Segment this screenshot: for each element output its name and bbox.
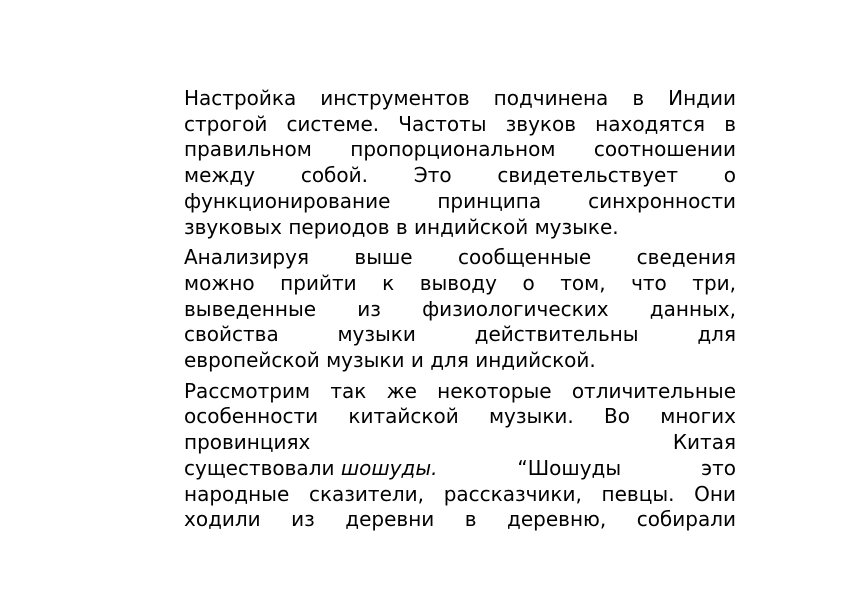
text-line: европейской музыки и для индийской. [184,348,596,373]
text-line: звуковых периодов в индийской музыке. [184,214,619,239]
text-line: народные сказители, рассказчики, певцы. Они [184,481,736,506]
text-line [184,456,736,482]
text-line [184,430,736,456]
text-line: ходили из деревни в деревню, собирали [184,507,736,532]
body-text [184,86,736,538]
text-word: это [701,455,736,480]
paragraph-3 [184,379,736,533]
paragraph-2 [184,245,736,374]
text-line: Рассмотрим так же некоторые отличительные [184,378,736,403]
text-line: можно прийти к выводу о том, что три, [184,270,736,295]
text-line: правильном пропорциональном соотношении [184,137,736,162]
paragraph-1 [184,86,736,240]
text-line: особенности китайской музыки. Во многих [184,404,736,429]
text-line: функционирование принципа синхронности [184,188,736,213]
text-line: между собой. Это свидетельствует о [184,163,736,188]
text-line: Настройка инструментов подчинена в Индии [184,86,736,110]
text-line: выведенные из физиологических данных, [184,296,736,321]
text-word: Китая [672,430,736,455]
text-word: провинциях [184,430,311,455]
text-line: строгой системе. Частоты звуков находятся в [184,111,736,136]
text-word: существовали [184,455,335,480]
text-group [184,456,437,482]
text-line: Анализируя выше сообщенные сведения [184,245,736,270]
text-line: свойства музыки действительны для [184,322,736,347]
italic-term: шошуды. [340,455,438,480]
text-word: “Шошуды [517,455,622,480]
